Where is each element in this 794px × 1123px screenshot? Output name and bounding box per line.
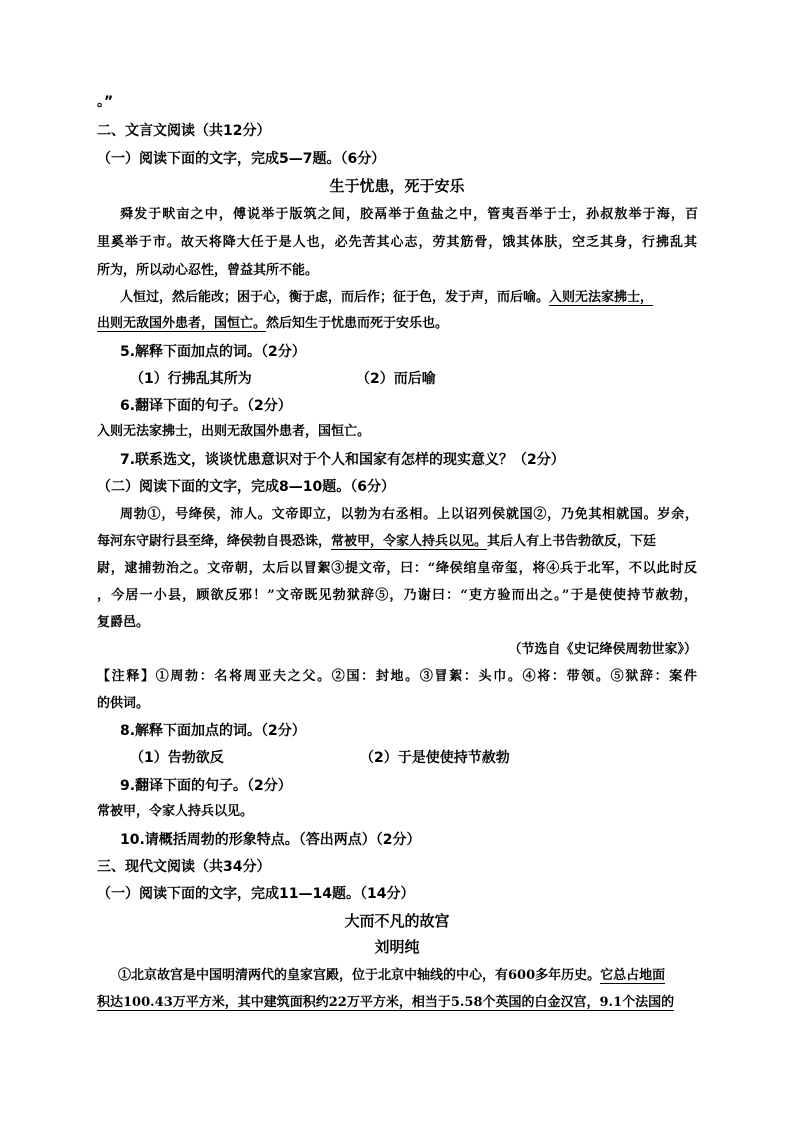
question-7: 7.联系选文，谈谈忧患意识对于个人和国家有怎样的现实意义？（2分）	[120, 452, 565, 468]
passage-3-line	[118, 966, 698, 986]
passage-2-line: 复爵邑。	[97, 615, 150, 630]
question-6: 6.翻译下面的句子。（2分）	[120, 398, 292, 414]
text-fragment: 。”	[97, 94, 114, 110]
passage-2-line: ，今居一小县，顾欲反邪！”文帝既见勃狱辞⑤，乃谢曰：“吏方验而出之。”于是使使持节赦勃，	[97, 588, 697, 603]
question-5-item-2: （2）而后喻	[356, 371, 436, 387]
passage-3-line	[97, 993, 697, 1013]
passage-1-line	[97, 314, 697, 334]
question-9-sentence: 常被甲，令家人持兵以见。	[97, 804, 254, 819]
underlined-sentence: 积达100.43万平方米，其中建筑面积约22万平方米，相当于5.58个英国的白金汉宫，9.1个法国的	[97, 995, 675, 1010]
subsection-heading-2: （二）阅读下面的文字，完成8—10题。（6分）	[97, 479, 395, 495]
passage-author: 刘明纯	[374, 938, 420, 956]
underlined-sentence: 它总占地面	[600, 968, 666, 983]
annotation-note: 的供词。	[97, 696, 150, 711]
question-5: 5.解释下面加点的词。（2分）	[120, 344, 306, 360]
question-8-item-2: （2）于是使使持节赦勃	[360, 750, 510, 766]
question-8: 8.解释下面加点的词。（2分）	[120, 723, 306, 739]
subsection-heading-1: （一）阅读下面的文字，完成5—7题。（6分）	[97, 151, 386, 167]
section-heading-classical-chinese: 二、文言文阅读（共12分）	[97, 123, 271, 139]
section-heading-modern-reading: 三、现代文阅读（共34分）	[97, 859, 271, 875]
passage-2-text: 其后人有上书告勃欲反，下廷	[487, 534, 657, 549]
question-5-item-1: （1）行拂乱其所为	[130, 371, 252, 387]
passage-2-line: 尉，逮捕勃治之。文帝朝，太后以冒絮③提文帝，曰：“绛侯绾皇帝玺，将④兵于北军，不以此时反	[97, 561, 697, 576]
passage-1-line: 里奚举于市。故天将降大任于是人也，必先苦其心志，劳其筋骨，饿其体肤，空乏其身，行拂乱其	[97, 235, 697, 250]
passage-title-1: 生于忧患，死于安乐	[329, 177, 465, 195]
subsection-heading-3: （一）阅读下面的文字，完成11—14题。（14分）	[97, 886, 415, 902]
annotation-note: 【注释】①周勃：名将周亚夫之父。②国：封地。③冒絮：头巾。④将：带领。⑤狱辞：案件	[97, 669, 697, 684]
question-10: 10.请概括周勃的形象特点。（答出两点）（2分）	[120, 832, 421, 848]
passage-1-line: 所为，所以动心忍性，曾益其所不能。	[97, 263, 319, 278]
passage-1-text: 人恒过，然后能改；困于心，衡于虑，而后作；征于色，发于声，而后喻。	[120, 290, 550, 305]
underlined-sentence: 入则无法家拂士，	[549, 290, 654, 305]
passage-1-line: 舜发于畎亩之中，傅说举于版筑之间，胶鬲举于鱼盐之中，管夷吾举于士，孙叔敖举于海，百	[120, 207, 698, 222]
passage-2-source: （节选自《史记绛侯周勃世家》）	[508, 642, 697, 657]
underlined-sentence: 出则无敌国外患者，国恒亡。	[97, 316, 267, 331]
passage-1-text: 然后知生于忧患而死于安乐也。	[266, 316, 449, 331]
underlined-sentence: 常被甲，令家人持兵以见。	[331, 534, 488, 549]
passage-2-line	[97, 532, 697, 552]
passage-3-text: ①北京故宫是中国明清两代的皇家宫殿，位于北京中轴线的中心，有600多年历史。	[118, 968, 601, 983]
passage-title-3: 大而不凡的故宫	[344, 912, 450, 930]
question-8-item-1: （1）告勃欲反	[130, 750, 224, 766]
passage-1-line	[120, 288, 698, 308]
passage-2-line: 周勃①，号绛侯，沛人。文帝即立，以勃为右丞相。上以诏列侯就国②，乃免其相就国。岁余，	[120, 507, 698, 522]
passage-2-text: 每河东守尉行县至绛，绛侯勃自畏恐诛，	[97, 534, 332, 549]
question-9: 9.翻译下面的句子。（2分）	[120, 778, 292, 794]
question-6-sentence: 入则无法家拂士，出则无敌国外患者，国恒亡。	[97, 424, 371, 439]
